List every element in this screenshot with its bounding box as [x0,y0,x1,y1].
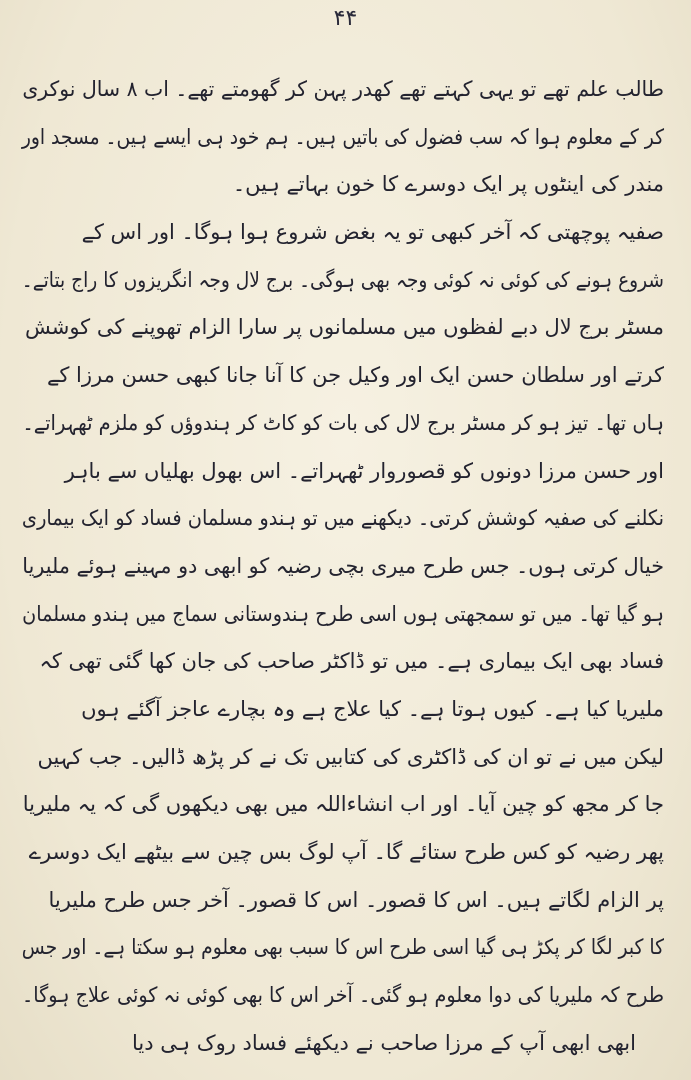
text-line-19: کا کبر لگا کر پکڑ ہی گیا اسی طرح اس کا سبب بھی معلوم ہو سکتا ہے۔ اور جس [21,935,665,960]
text-line-11: خیال کرتی ہوں۔ جس طرح میری بچی رضیہ کو ابھی دو مہینے ہوئے ملیریا [22,553,665,578]
text-line-2: کر کے معلوم ہوا کہ سب فضول کی باتیں ہیں۔ ہم خود ہی ایسے ہیں۔ مسجد اور [21,124,664,149]
text-line-8: ہاں تھا۔ تیز ہو کر مسٹر برج لال کی بات کو کاٹ کر ہندوؤں کو ملزم ٹھہراتے۔ [22,410,665,435]
text-line-10: نکلنے کی صفیہ کوشش کرتی۔ دیکھنے میں تو ہندو مسلمان فساد کو ایک بیماری [21,506,664,531]
text-line-3: مندر کی اینٹوں پر ایک دوسرے کا خون بہاتے ہیں۔ [232,172,664,197]
text-line-6: مسٹر برج لال دبے لفظوں میں مسلمانوں پر سارا الزام تھوپنے کی کوشش [24,315,664,340]
text-line-9: اور حسن مرزا دونوں کو قصوروار ٹھہراتے۔ اس بھول بھلیاں سے باہر [64,458,664,483]
text-line-4: صفیہ پوچھتی کہ آخر کبھی تو یہ بغض شروع ہوا ہوگا۔ اور اس کے [81,220,664,245]
text-line-1: طالب علم تھے تو یہی کہتے تھے کھدر پہن کر گھومتے تھے۔ اب ۸ سال نوکری [22,77,664,101]
text-line-13: فساد بھی ایک بیماری ہے۔ میں تو ڈاکٹر صاحب کی جان کھا گئی تھی کہ [39,649,664,674]
page-number: ۴۴ [333,6,358,31]
text-line-7: کرتے اور سلطان حسن ایک اور وکیل جن کا آنا جانا کبھی حسن مرزا کے [47,363,664,388]
text-line-5: شروع ہونے کی کوئی نہ کوئی وجہ بھی ہوگی۔ برج لال وجہ انگریزوں کا راج بتاتے۔ [21,267,665,292]
text-line-17: پھر رضیہ کو کس طرح ستائے گا۔ آپ لوگ بس چین سے بیٹھے ایک دوسرے [28,840,664,864]
text-line-20: طرح کہ ملیریا کی دوا معلوم ہو گئی۔ آخر اس کا بھی کوئی نہ کوئی علاج ہوگا۔ [22,983,664,1008]
text-line-16: جا کر مجھ کو چین آیا۔ اور اب انشاءاللہ میں بھی دیکھوں گی کہ یہ ملیریا [22,792,664,817]
text-line-12: ہو گیا تھا۔ میں تو سمجھتی ہوں اسی طرح ہندوستانی سماج میں ہندو مسلمان [22,601,665,626]
text-line-18: پر الزام لگاتے ہیں۔ اس کا قصور۔ اس کا قصور۔ آخر جس طرح ملیریا [48,887,664,912]
text-line-21: ابھی ابھی آپ کے مرزا صاحب نے دیکھئے فساد روک ہی دیا [132,1030,636,1055]
handwritten-body-text [22,66,664,1067]
text-line-14: ملیریا کیا ہے۔ کیوں ہوتا ہے۔ کیا علاج ہے وہ بچارے عاجز آگئے ہوں [81,696,664,721]
text-line-15: لیکن میں نے تو ان کی ڈاکٹری کی کتابیں تک نے کر پڑھ ڈالیں۔ جب کہیں [37,744,664,769]
